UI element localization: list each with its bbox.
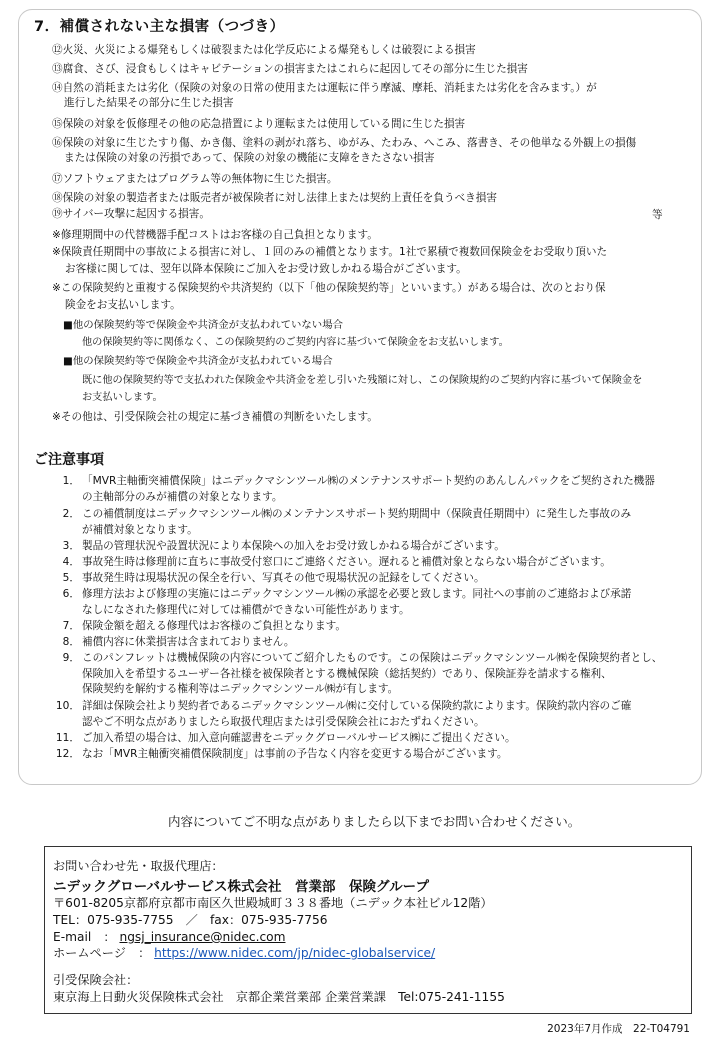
caution-item: 10． 詳細は保険会社より契約者であるニデックマシンツール㈱に交付している保険約款によります。保険約款内容のご確 認やご不明な点がありましたら取扱代理店または引受保険会社におたずねください。 bbox=[55, 700, 632, 728]
underwriter: 東京海上日動火災保険株式会社 京都企業営業部 企業営業課 Tel:075-241-1155 bbox=[53, 990, 505, 1004]
exclusion-item: ⑫火災、火災による爆発もしくは破裂または化学反応による爆発もしくは破裂による損害 bbox=[52, 44, 476, 56]
caution-item: 1． 「MVR主軸衝突補償保険」はニデックマシンツール㈱のメンテナンスサポート契約のあんしんパックをご契約された機器 の主軸部分のみが補償の対象となります。 bbox=[62, 475, 655, 503]
exclusion-item: ⑬腐食、さび、浸食もしくはキャビテーションの損害またはこれらに起因してその部分に生じた損害 bbox=[52, 63, 528, 75]
underwriter-label: 引受保険会社： bbox=[53, 973, 139, 987]
exclusion-item: ⑰ソフトウェアまたはプログラム等の無体物に生じた損害。 bbox=[52, 173, 338, 185]
exclusion-item: ⑯保険の対象に生じたすり傷、かき傷、塗料の剥がれ落ち、ゆがみ、たわみ、へこみ、落書き、その他単なる外観上の損傷 または保険の対象の汚損であって、保険の対象の機能に支障をきたさない損害 bbox=[52, 137, 637, 164]
note: ※その他は、引受保険会社の規定に基づき補償の判断をいたします。 bbox=[52, 411, 378, 423]
caution-item: 11． ご加入希望の場合は、加入意向確認書をニデックグローバルサービス㈱にご提出ください。 bbox=[55, 732, 516, 744]
web-line bbox=[53, 944, 435, 961]
exclusion-item: ⑮保険の対象を仮修理その他の応急措置により運転または使用している間に生じた損害 bbox=[52, 118, 466, 130]
note: ※修理期間中の代替機器手配コストはお客様の自己負担となります。 bbox=[52, 229, 378, 241]
note: ※この保険契約と重複する保険契約や共済契約（以下「他の保険契約等」といいます。）がある場合は、次のとおり保 険金をお支払いします。 bbox=[52, 282, 606, 311]
sub-text: 他の保険契約等に関係なく、この保険契約のご契約内容に基づいて保険金をお支払いします。 bbox=[82, 337, 509, 348]
caution-item: 7． 保険金額を超える修理代はお客様のご負担となります。 bbox=[62, 620, 346, 632]
caution-item: 9． このパンフレットは機械保険の内容についてご紹介したものです。この保険はニデックマシンツール㈱を保険契約者とし、 保険加入を希望するユーザー各社様を被保険者とする機械保険（総括契約）であり、保険証券を請求する権利、 保険契約を解約する権利等はニデックマシンツール㈱が有します。 bbox=[62, 652, 663, 695]
web-label: ホームページ ： bbox=[53, 946, 151, 960]
etc-mark: 等 bbox=[652, 209, 663, 221]
sub-heading: ■他の保険契約等で保険金や共済金が支払われていない場合 bbox=[63, 319, 343, 331]
sub-text: お支払いします。 bbox=[82, 392, 163, 403]
note: ※保険責任期間中の事故による損害に対し、１回のみの補償となります。1社で累積で複数回保険金をお受取り頂いた お客様に関しては、翌年以降本保険にご加入をお受け致しかねる場合がございます。 bbox=[52, 246, 608, 275]
caution-title: ご注意事項 bbox=[34, 452, 104, 468]
contact-box bbox=[44, 846, 692, 1014]
exclusion-item: ⑱保険の対象の製造者または販売者が被保険者に対し法律上または契約上責任を負うべき損害 bbox=[52, 192, 497, 204]
inquiry-message: 内容についてご不明な点がありましたら以下までお問い合わせください。 bbox=[168, 814, 581, 829]
caution-item: 3． 製品の管理状況や設置状況により本保険への加入をお受け致しかねる場合がございます。 bbox=[62, 540, 505, 552]
caution-item: 5． 事故発生時は現場状況の保全を行い、写真その他で現場状況の記録をしてください。 bbox=[62, 572, 485, 584]
email-link[interactable]: ngsj_insurance@nidec.com bbox=[119, 930, 286, 944]
tel-fax: TEL：075-935-7755 ／ fax：075-935-7756 bbox=[53, 913, 328, 927]
sub-heading: ■他の保険契約等で保険金や共済金が支払われている場合 bbox=[63, 355, 333, 367]
email-label: E-mail ： bbox=[53, 930, 116, 944]
company-name: ニデックグローバルサービス株式会社 営業部 保険グループ bbox=[53, 879, 429, 895]
address: 〒601-8205京都府京都市南区久世殿城町３３８番地（ニデック本社ビル12階） bbox=[53, 896, 493, 910]
email-line bbox=[53, 928, 285, 945]
caution-item: 12． なお「MVR主軸衝突補償保険制度」は事前の予告なく内容を変更する場合がございます。 bbox=[55, 748, 508, 760]
web-link[interactable]: https://www.nidec.com/jp/nidec-globalservice/ bbox=[154, 946, 436, 960]
exclusion-item: ⑭自然の消耗または劣化（保険の対象の日常の使用または運転に伴う摩滅、摩耗、消耗または劣化を含みます。）が 進行した結果その部分に生じた損害 bbox=[52, 82, 597, 109]
sub-text: 既に他の保険契約等で支払われた保険金や共済金を差し引いた残額に対し、この保険規約のご契約内容に基づいて保険金を bbox=[82, 375, 643, 386]
section-title: 7．補償されない主な損害（つづき） bbox=[34, 19, 285, 35]
caution-item: 2． この補償制度はニデックマシンツール㈱のメンテナンスサポート契約期間中（保険責任期間中）に発生した事故のみ が補償対象となります。 bbox=[62, 508, 632, 536]
caution-item: 4． 事故発生時は修理前に直ちに事故受付窓口にご連絡ください。遅れると補償対象とならない場合がございます。 bbox=[62, 556, 611, 568]
contact-header: お問い合わせ先・取扱代理店： bbox=[53, 859, 224, 873]
exclusion-item: ⑲サイバー攻撃に起因する損害。 bbox=[52, 208, 210, 220]
caution-item: 6． 修理方法および修理の実施にはニデックマシンツール㈱の承認を必要と致します。同社への事前のご連絡および承諾 なしになされた修理代に対しては補償ができない可能性があります。 bbox=[62, 588, 632, 616]
footer-code: 2023年7月作成 22-T04791 bbox=[547, 1023, 690, 1035]
caution-item: 8． 補償内容に休業損害は含まれておりません。 bbox=[62, 636, 295, 648]
